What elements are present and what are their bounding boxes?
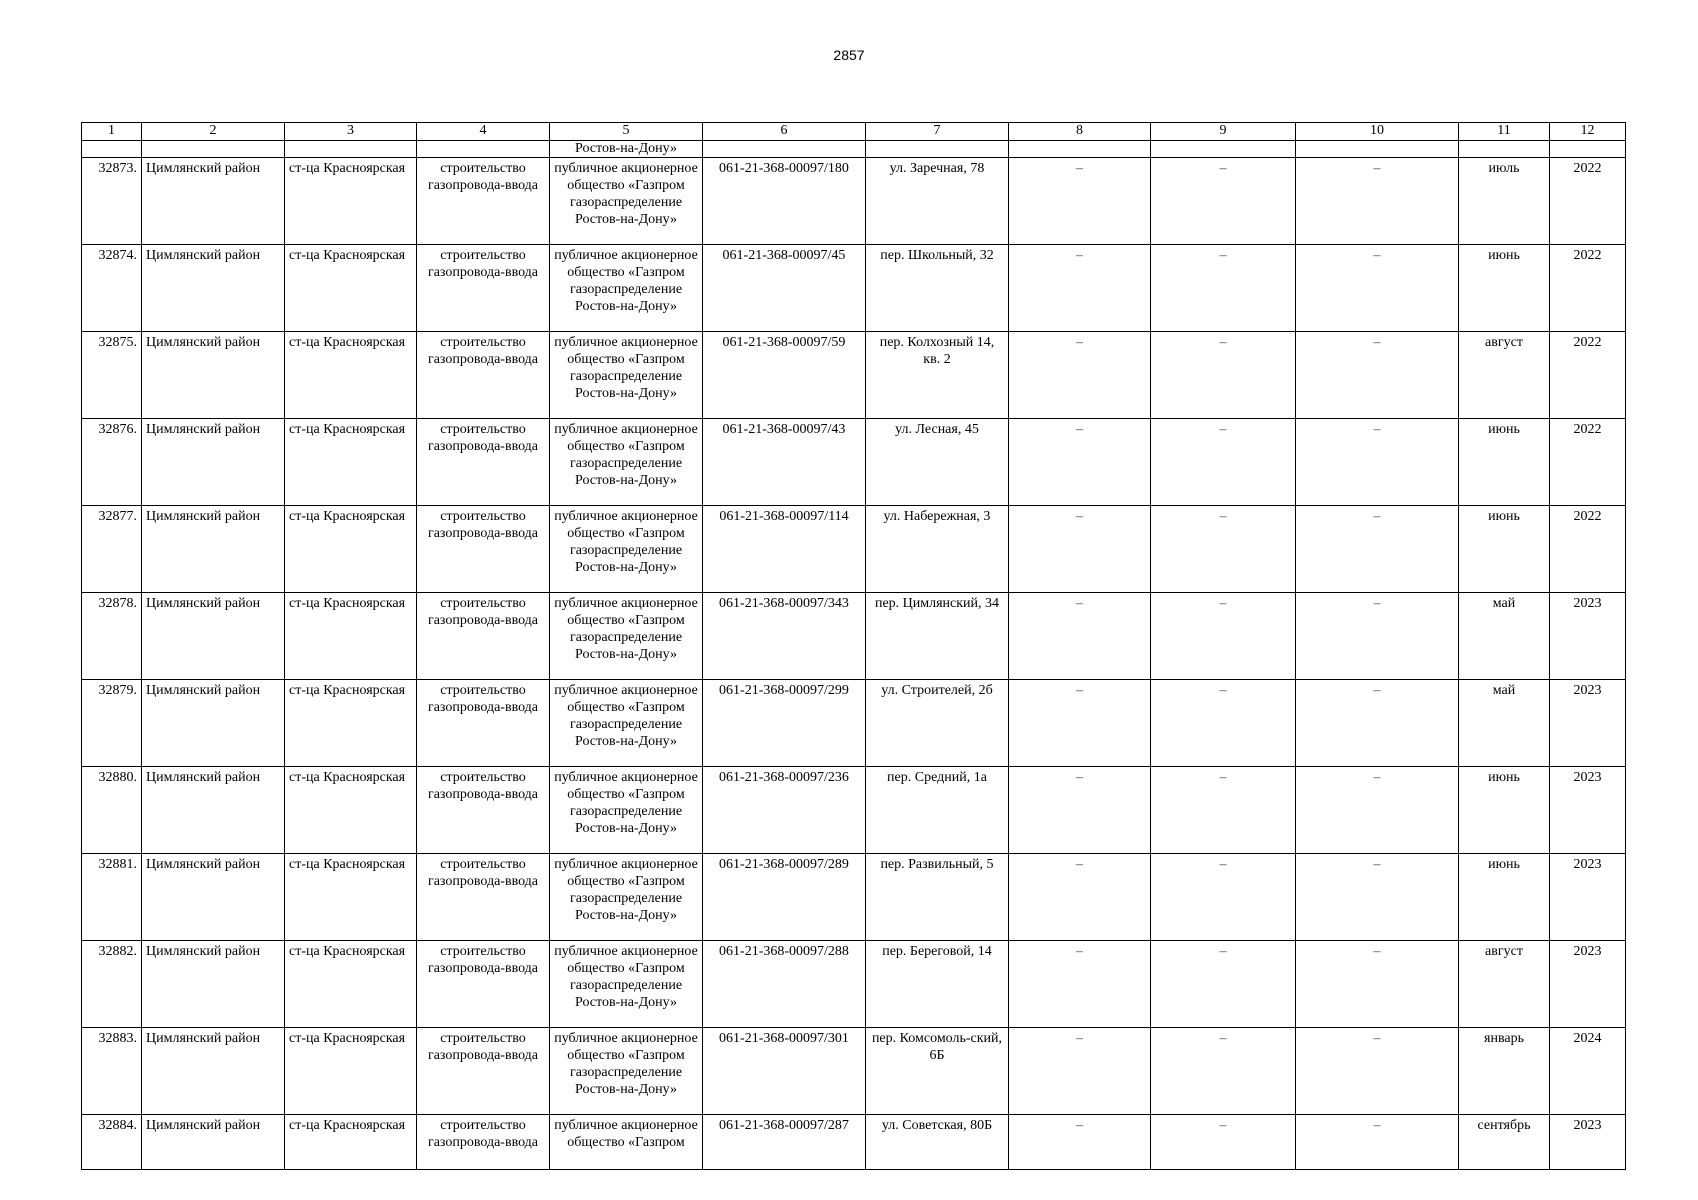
cell-year: 2024: [1550, 1028, 1626, 1115]
cell-year: 2023: [1550, 1115, 1626, 1170]
cell-address: пер. Береговой, 14: [866, 941, 1009, 1028]
cell-owner: публичное акционерное общество «Газпром газораспределение Ростов-на-Дону»: [550, 245, 703, 332]
cell-code: 061-21-368-00097/288: [703, 941, 866, 1028]
cell-month: июль: [1459, 158, 1550, 245]
continuation-row: [82, 141, 1626, 158]
cell-settlement: ст-ца Красноярская: [285, 1028, 417, 1115]
cell-district: Цимлянский район: [142, 506, 285, 593]
cell-district: Цимлянский район: [142, 593, 285, 680]
cell-number: 32882.: [82, 941, 142, 1028]
cell-month: сентябрь: [1459, 1115, 1550, 1170]
table-row: [82, 1028, 1626, 1115]
cell-address: ул. Строителей, 2б: [866, 680, 1009, 767]
table-row: [82, 1115, 1626, 1170]
column-header: 3: [285, 123, 417, 141]
cell-col10: –: [1296, 419, 1459, 506]
cell-year: 2023: [1550, 854, 1626, 941]
cell-address: пер. Колхозный 14, кв. 2: [866, 332, 1009, 419]
table-row: [82, 941, 1626, 1028]
cell-number: 32873.: [82, 158, 142, 245]
cell-col8: –: [1009, 680, 1151, 767]
cell-col9: –: [1151, 593, 1296, 680]
cell-empty: [703, 141, 866, 158]
cell-continuation: Ростов-на-Дону»: [550, 141, 703, 158]
cell-owner: публичное акционерное общество «Газпром газораспределение Ростов-на-Дону»: [550, 854, 703, 941]
header-row: [82, 123, 1626, 141]
cell-work-type: строительство газопровода-ввода: [417, 158, 550, 245]
cell-year: 2022: [1550, 245, 1626, 332]
cell-year: 2023: [1550, 767, 1626, 854]
cell-year: 2023: [1550, 941, 1626, 1028]
cell-empty: [1550, 141, 1626, 158]
cell-work-type: строительство газопровода-ввода: [417, 1028, 550, 1115]
cell-col8: –: [1009, 245, 1151, 332]
cell-address: ул. Заречная, 78: [866, 158, 1009, 245]
cell-code: 061-21-368-00097/343: [703, 593, 866, 680]
cell-col8: –: [1009, 1028, 1151, 1115]
cell-col10: –: [1296, 506, 1459, 593]
cell-work-type: строительство газопровода-ввода: [417, 854, 550, 941]
cell-col8: –: [1009, 1115, 1151, 1170]
cell-district: Цимлянский район: [142, 158, 285, 245]
cell-col9: –: [1151, 941, 1296, 1028]
cell-settlement: ст-ца Красноярская: [285, 158, 417, 245]
cell-settlement: ст-ца Красноярская: [285, 593, 417, 680]
cell-code: 061-21-368-00097/287: [703, 1115, 866, 1170]
cell-col9: –: [1151, 1115, 1296, 1170]
cell-work-type: строительство газопровода-ввода: [417, 1115, 550, 1170]
table-row: [82, 593, 1626, 680]
cell-number: 32877.: [82, 506, 142, 593]
cell-work-type: строительство газопровода-ввода: [417, 767, 550, 854]
cell-code: 061-21-368-00097/59: [703, 332, 866, 419]
cell-district: Цимлянский район: [142, 680, 285, 767]
cell-settlement: ст-ца Красноярская: [285, 419, 417, 506]
cell-col9: –: [1151, 245, 1296, 332]
cell-col9: –: [1151, 767, 1296, 854]
cell-empty: [285, 141, 417, 158]
column-header: 12: [1550, 123, 1626, 141]
cell-owner: публичное акционерное общество «Газпром газораспределение Ростов-на-Дону»: [550, 158, 703, 245]
cell-month: май: [1459, 680, 1550, 767]
cell-settlement: ст-ца Красноярская: [285, 767, 417, 854]
cell-address: ул. Набережная, 3: [866, 506, 1009, 593]
cell-col9: –: [1151, 332, 1296, 419]
cell-year: 2022: [1550, 419, 1626, 506]
page-number: 2857: [833, 47, 865, 63]
cell-col10: –: [1296, 158, 1459, 245]
cell-district: Цимлянский район: [142, 1028, 285, 1115]
cell-col10: –: [1296, 1115, 1459, 1170]
cell-empty: [1151, 141, 1296, 158]
column-header: 9: [1151, 123, 1296, 141]
cell-year: 2022: [1550, 332, 1626, 419]
column-header: 4: [417, 123, 550, 141]
cell-col8: –: [1009, 593, 1151, 680]
cell-settlement: ст-ца Красноярская: [285, 506, 417, 593]
cell-col9: –: [1151, 854, 1296, 941]
cell-owner: публичное акционерное общество «Газпром газораспределение Ростов-на-Дону»: [550, 419, 703, 506]
cell-number: 32874.: [82, 245, 142, 332]
cell-col10: –: [1296, 680, 1459, 767]
cell-col8: –: [1009, 854, 1151, 941]
cell-code: 061-21-368-00097/45: [703, 245, 866, 332]
table-row: [82, 332, 1626, 419]
cell-number: 32883.: [82, 1028, 142, 1115]
cell-col8: –: [1009, 767, 1151, 854]
cell-settlement: ст-ца Красноярская: [285, 245, 417, 332]
cell-owner: публичное акционерное общество «Газпром газораспределение Ростов-на-Дону»: [550, 332, 703, 419]
cell-month: июнь: [1459, 419, 1550, 506]
cell-col10: –: [1296, 854, 1459, 941]
cell-col10: –: [1296, 941, 1459, 1028]
cell-district: Цимлянский район: [142, 245, 285, 332]
cell-address: ул. Лесная, 45: [866, 419, 1009, 506]
cell-col8: –: [1009, 419, 1151, 506]
cell-empty: [866, 141, 1009, 158]
column-header: 8: [1009, 123, 1151, 141]
cell-col9: –: [1151, 419, 1296, 506]
cell-col10: –: [1296, 767, 1459, 854]
cell-work-type: строительство газопровода-ввода: [417, 506, 550, 593]
cell-month: август: [1459, 941, 1550, 1028]
cell-number: 32881.: [82, 854, 142, 941]
cell-code: 061-21-368-00097/43: [703, 419, 866, 506]
cell-col10: –: [1296, 593, 1459, 680]
cell-settlement: ст-ца Красноярская: [285, 941, 417, 1028]
cell-number: 32876.: [82, 419, 142, 506]
cell-district: Цимлянский район: [142, 1115, 285, 1170]
table-row: [82, 767, 1626, 854]
cell-address: пер. Школьный, 32: [866, 245, 1009, 332]
cell-month: июнь: [1459, 506, 1550, 593]
cell-col9: –: [1151, 680, 1296, 767]
registry-table: [81, 122, 1626, 1170]
cell-code: 061-21-368-00097/236: [703, 767, 866, 854]
column-header: 5: [550, 123, 703, 141]
cell-number: 32875.: [82, 332, 142, 419]
table-row: [82, 680, 1626, 767]
cell-settlement: ст-ца Красноярская: [285, 332, 417, 419]
table-header: [82, 123, 1626, 141]
cell-col10: –: [1296, 245, 1459, 332]
cell-work-type: строительство газопровода-ввода: [417, 941, 550, 1028]
cell-number: 32880.: [82, 767, 142, 854]
cell-work-type: строительство газопровода-ввода: [417, 680, 550, 767]
table-row: [82, 245, 1626, 332]
cell-number: 32879.: [82, 680, 142, 767]
cell-year: 2022: [1550, 158, 1626, 245]
cell-col9: –: [1151, 506, 1296, 593]
cell-owner: публичное акционерное общество «Газпром: [550, 1115, 703, 1170]
cell-owner: публичное акционерное общество «Газпром газораспределение Ростов-на-Дону»: [550, 941, 703, 1028]
column-header: 10: [1296, 123, 1459, 141]
cell-address: пер. Комсомоль-ский, 6Б: [866, 1028, 1009, 1115]
cell-owner: публичное акционерное общество «Газпром газораспределение Ростов-на-Дону»: [550, 767, 703, 854]
cell-address: пер. Цимлянский, 34: [866, 593, 1009, 680]
column-header: 11: [1459, 123, 1550, 141]
cell-col8: –: [1009, 332, 1151, 419]
cell-empty: [1459, 141, 1550, 158]
cell-number: 32884.: [82, 1115, 142, 1170]
cell-code: 061-21-368-00097/180: [703, 158, 866, 245]
cell-address: ул. Советская, 80Б: [866, 1115, 1009, 1170]
cell-month: май: [1459, 593, 1550, 680]
cell-empty: [1009, 141, 1151, 158]
cell-empty: [1296, 141, 1459, 158]
cell-col8: –: [1009, 158, 1151, 245]
cell-settlement: ст-ца Красноярская: [285, 680, 417, 767]
cell-district: Цимлянский район: [142, 767, 285, 854]
cell-empty: [142, 141, 285, 158]
table-row: [82, 854, 1626, 941]
cell-year: 2023: [1550, 593, 1626, 680]
cell-month: июнь: [1459, 854, 1550, 941]
cell-code: 061-21-368-00097/299: [703, 680, 866, 767]
cell-empty: [417, 141, 550, 158]
cell-month: июнь: [1459, 767, 1550, 854]
column-header: 2: [142, 123, 285, 141]
cell-col10: –: [1296, 1028, 1459, 1115]
cell-owner: публичное акционерное общество «Газпром газораспределение Ростов-на-Дону»: [550, 506, 703, 593]
cell-district: Цимлянский район: [142, 332, 285, 419]
cell-owner: публичное акционерное общество «Газпром газораспределение Ростов-на-Дону»: [550, 593, 703, 680]
cell-col9: –: [1151, 1028, 1296, 1115]
cell-code: 061-21-368-00097/301: [703, 1028, 866, 1115]
cell-col8: –: [1009, 941, 1151, 1028]
cell-col9: –: [1151, 158, 1296, 245]
cell-year: 2022: [1550, 506, 1626, 593]
cell-district: Цимлянский район: [142, 419, 285, 506]
table-body: [82, 141, 1626, 1170]
cell-district: Цимлянский район: [142, 941, 285, 1028]
table-row: [82, 419, 1626, 506]
cell-work-type: строительство газопровода-ввода: [417, 419, 550, 506]
cell-address: пер. Средний, 1а: [866, 767, 1009, 854]
cell-settlement: ст-ца Красноярская: [285, 854, 417, 941]
cell-year: 2023: [1550, 680, 1626, 767]
cell-code: 061-21-368-00097/289: [703, 854, 866, 941]
cell-month: август: [1459, 332, 1550, 419]
column-header: 6: [703, 123, 866, 141]
cell-code: 061-21-368-00097/114: [703, 506, 866, 593]
cell-col10: –: [1296, 332, 1459, 419]
cell-owner: публичное акционерное общество «Газпром газораспределение Ростов-на-Дону»: [550, 680, 703, 767]
table-row: [82, 506, 1626, 593]
cell-number: 32878.: [82, 593, 142, 680]
column-header: 1: [82, 123, 142, 141]
cell-work-type: строительство газопровода-ввода: [417, 245, 550, 332]
cell-owner: публичное акционерное общество «Газпром газораспределение Ростов-на-Дону»: [550, 1028, 703, 1115]
cell-empty: [82, 141, 142, 158]
cell-settlement: ст-ца Красноярская: [285, 1115, 417, 1170]
cell-work-type: строительство газопровода-ввода: [417, 593, 550, 680]
cell-col8: –: [1009, 506, 1151, 593]
cell-address: пер. Развильный, 5: [866, 854, 1009, 941]
cell-month: январь: [1459, 1028, 1550, 1115]
cell-district: Цимлянский район: [142, 854, 285, 941]
cell-month: июнь: [1459, 245, 1550, 332]
table-row: [82, 158, 1626, 245]
column-header: 7: [866, 123, 1009, 141]
cell-work-type: строительство газопровода-ввода: [417, 332, 550, 419]
